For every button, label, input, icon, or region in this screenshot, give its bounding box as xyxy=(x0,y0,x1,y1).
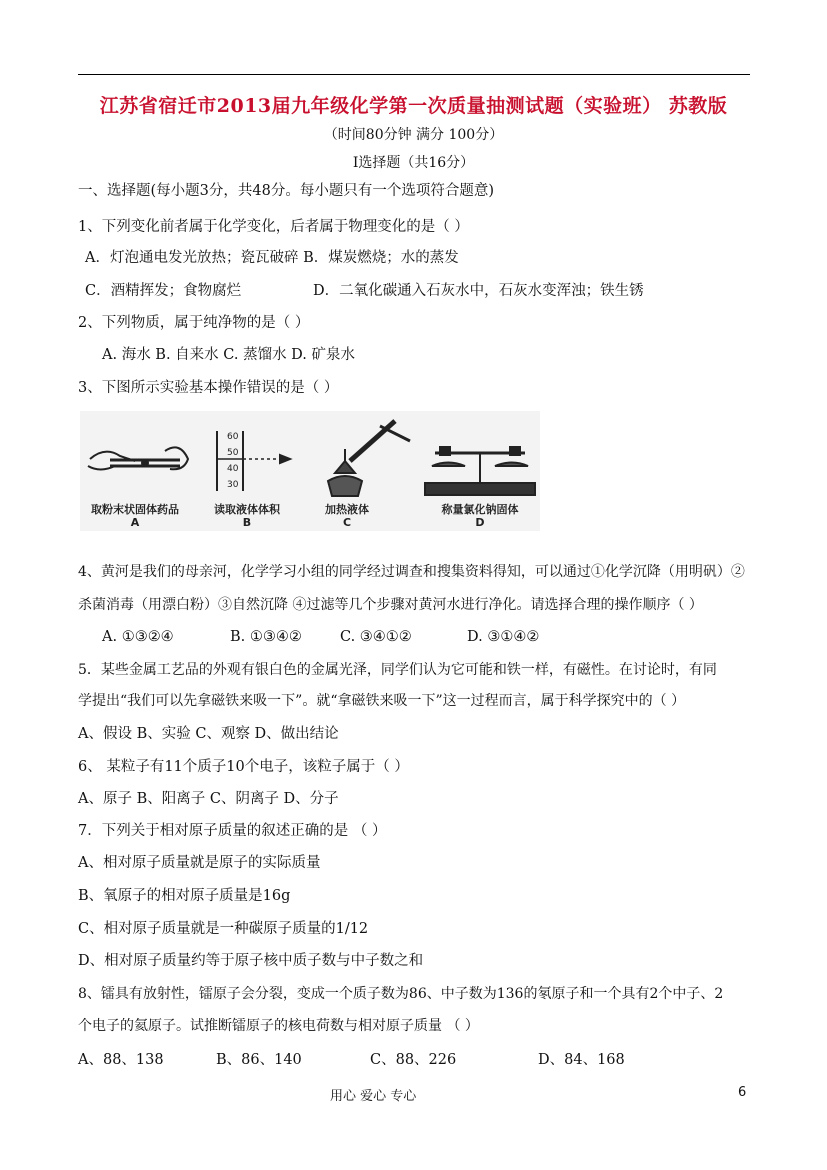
caption-c-letter: C xyxy=(342,516,352,529)
question-4-option-d: D. ③①④② xyxy=(467,629,540,645)
question-8-option-d: D、84、168 xyxy=(538,1052,625,1068)
question-8-option-b: B、86、140 xyxy=(216,1052,302,1068)
powder-trough-drawing xyxy=(88,447,188,469)
question-1-options-row1: A．灯泡通电发光放热；瓷瓦破碎 B．煤炭燃烧；水的蒸发 xyxy=(85,250,459,266)
question-5-stem-line1: 5．某些金属工艺品的外观有银白色的金属光泽，同学们认为它可能和铁一样，有磁性。在讨论时，有同 xyxy=(78,662,717,678)
figure-caption-c xyxy=(292,503,402,529)
caption-b-letter: B xyxy=(242,516,252,529)
question-1-option-c: C．酒精挥发；食物腐烂 xyxy=(85,283,242,299)
instructions: 一、选择题(每小题3分，共48分。每小题只有一个选项符合题意) xyxy=(78,183,494,199)
question-1-stem: 1、下列变化前者属于化学变化，后者属于物理变化的是（ ） xyxy=(78,219,469,235)
question-8-stem-line2: 个电子的氦原子。试推断镭原子的核电荷数与相对原子质量 （ ） xyxy=(78,1018,479,1034)
caption-d-text: 称量氯化钠固体 xyxy=(441,503,519,516)
heating-test-tube-drawing xyxy=(328,421,410,496)
scale-mark-50: 50 xyxy=(227,448,239,458)
question-6-stem: 6、 某粒子有11个质子10个电子，该粒子属于（ ） xyxy=(78,759,409,775)
question-3-stem: 3、下图所示实验基本操作错误的是（ ） xyxy=(78,380,339,396)
question-4-stem-line2: 杀菌消毒（用漂白粉）③自然沉降 ④过滤等几个步骤对黄河水进行净化。请选择合理的操作顺序（ ） xyxy=(78,597,703,613)
caption-d-letter: D xyxy=(475,516,485,529)
question-8-stem-line1: 8、镭具有放射性，镭原子会分裂，变成一个质子数为86、中子数为136的氡原子和一个具有2个中子、2 xyxy=(78,986,724,1002)
question-7-option-b: B、氧原子的相对原子质量是16g xyxy=(78,888,291,904)
section-title: Ⅰ选择题（共16分） xyxy=(352,155,475,171)
question-5-options: A、假设 B、实验 C、观察 D、做出结论 xyxy=(78,726,339,742)
question-1-option-d: D．二氧化碳通入石灰水中，石灰水变浑浊；铁生锈 xyxy=(313,283,644,299)
caption-a-text: 取粉末状固体药品 xyxy=(91,503,179,516)
time-info: （时间80分钟 满分 100分） xyxy=(323,127,504,143)
balance-drawing xyxy=(425,447,535,495)
question-8-option-c: C、88、226 xyxy=(370,1052,457,1068)
caption-a-letter: A xyxy=(130,516,140,529)
question-4-stem-line1: 4、黄河是我们的母亲河，化学学习小组的同学经过调查和搜集资料得知，可以通过①化学沉降（用明矾）② xyxy=(78,564,745,580)
question-7-option-a: A、相对原子质量就是原子的实际质量 xyxy=(78,855,321,871)
question-5-stem-line2: 学提出“我们可以先拿磁铁来吸一下”。就“拿磁铁来吸一下”这一过程而言，属于科学探究中的（ ） xyxy=(78,693,686,709)
scale-mark-40: 40 xyxy=(227,464,239,474)
question-7-stem: 7．下列关于相对原子质量的叙述正确的是 （ ） xyxy=(78,823,387,839)
header-rule xyxy=(78,74,750,75)
caption-b-text: 读取液体体积 xyxy=(214,503,280,516)
exam-title: 江苏省宿迁市2013届九年级化学第一次质量抽测试题（实验班） 苏教版 xyxy=(99,95,728,117)
question-7-option-c: C、相对原子质量就是一种碳原子质量的1/12 xyxy=(78,921,369,937)
question-7-option-d: D、相对原子质量约等于原子核中质子数与中子数之和 xyxy=(78,953,424,969)
question-4-option-a: A. ①③②④ xyxy=(102,629,174,645)
question-2-options: A. 海水 B. 自来水 C. 蒸馏水 D. 矿泉水 xyxy=(102,347,356,363)
figure-caption-d xyxy=(425,503,535,529)
caption-c-text: 加热液体 xyxy=(325,503,369,516)
question-6-options: A、原子 B、阳离子 C、阴离子 D、分子 xyxy=(78,791,339,807)
scale-mark-60: 60 xyxy=(227,432,239,442)
figure-caption-b xyxy=(192,503,302,529)
figure-caption-a xyxy=(80,503,190,529)
lab-operations-figure xyxy=(80,411,540,531)
footer-motto: 用心 爱心 专心 xyxy=(330,1089,417,1104)
question-8-option-a: A、88、138 xyxy=(78,1052,164,1068)
question-2-stem: 2、下列物质，属于纯净物的是（ ） xyxy=(78,315,310,331)
question-4-option-b: B. ①③④② xyxy=(230,629,302,645)
scale-mark-30: 30 xyxy=(227,480,239,490)
question-4-option-c: C. ③④①② xyxy=(340,629,412,645)
page-number: 6 xyxy=(738,1085,747,1100)
